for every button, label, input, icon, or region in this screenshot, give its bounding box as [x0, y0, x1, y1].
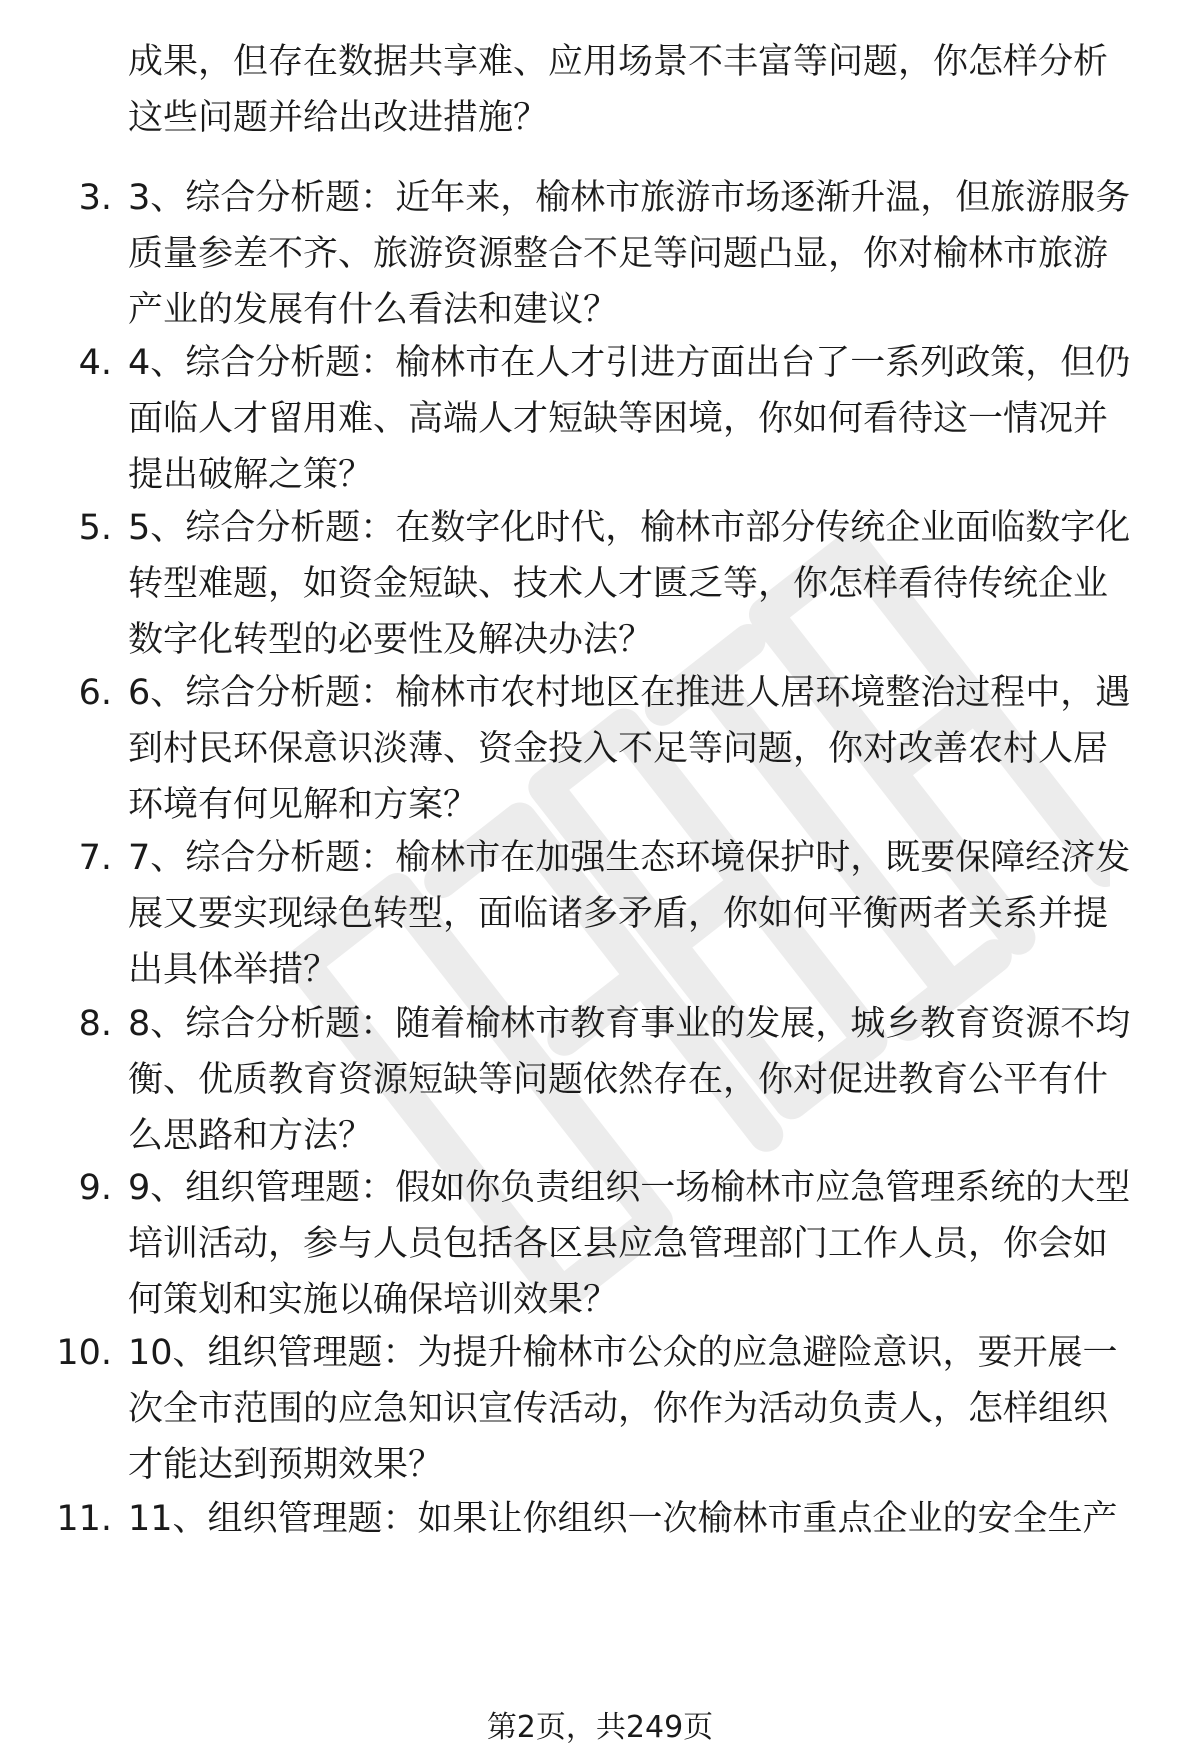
- list-item-number: 4.: [78, 343, 112, 383]
- list-item-text: 4、综合分析题：榆林市在人才引进方面出台了一系列政策，但仍 面临人才留用难、高端人才短缺等困境，你如何看待这一情况并 提出破解之策？: [128, 343, 1131, 495]
- list-item-number: 6.: [78, 673, 112, 713]
- list-item-number: 7.: [78, 838, 112, 878]
- list-item-text: 7、综合分析题：榆林市在加强生态环境保护时，既要保障经济发 展又要实现绿色转型，面临诸多矛盾，你如何平衡两者关系并提 出具体举措？: [128, 838, 1131, 990]
- page-footer: 第2页，共249页: [486, 1710, 714, 1745]
- list-item-text: 3、综合分析题：近年来，榆林市旅游市场逐渐升温，但旅游服务 质量参差不齐、旅游资源整合不足等问题凸显，你对榆林市旅游 产业的发展有什么看法和建议？: [128, 178, 1131, 330]
- list-item-number: 3.: [78, 178, 112, 218]
- list-item-text: 5、综合分析题：在数字化时代，榆林市部分传统企业面临数字化 转型难题，如资金短缺、技术人才匮乏等，你怎样看待传统企业 数字化转型的必要性及解决办法？: [128, 508, 1131, 660]
- list-item-number: 5.: [78, 508, 112, 548]
- list-item-number: 10.: [56, 1333, 112, 1373]
- list-item-continuation: 成果，但存在数据共享难、应用场景不丰富等问题，你怎样分析 这些问题并给出改进措施？: [128, 42, 1109, 138]
- list-item-text: 6、综合分析题：榆林市农村地区在推进人居环境整治过程中，遇 到村民环保意识淡薄、资金投入不足等问题，你对改善农村人居 环境有何见解和方案？: [128, 673, 1131, 825]
- list-item-number: 9.: [78, 1168, 112, 1208]
- list-item-text: 9、组织管理题：假如你负责组织一场榆林市应急管理系统的大型 培训活动，参与人员包括各区县应急管理部门工作人员，你会如 何策划和实施以确保培训效果？: [128, 1168, 1131, 1320]
- list-item-text: 8、综合分析题：随着榆林市教育事业的发展，城乡教育资源不均 衡、优质教育资源短缺等问题依然存在，你对促进教育公平有什 么思路和方法？: [128, 1004, 1131, 1156]
- list-item-text: 11、组织管理题：如果让你组织一次榆林市重点企业的安全生产: [128, 1499, 1118, 1539]
- list-item-number: 8.: [78, 1004, 112, 1044]
- list-item-number: 11.: [56, 1499, 112, 1539]
- list-item-text: 10、组织管理题：为提升榆林市公众的应急避险意识，要开展一 次全市范围的应急知识宣传活动，你作为活动负责人，怎样组织 才能达到预期效果？: [128, 1333, 1118, 1485]
